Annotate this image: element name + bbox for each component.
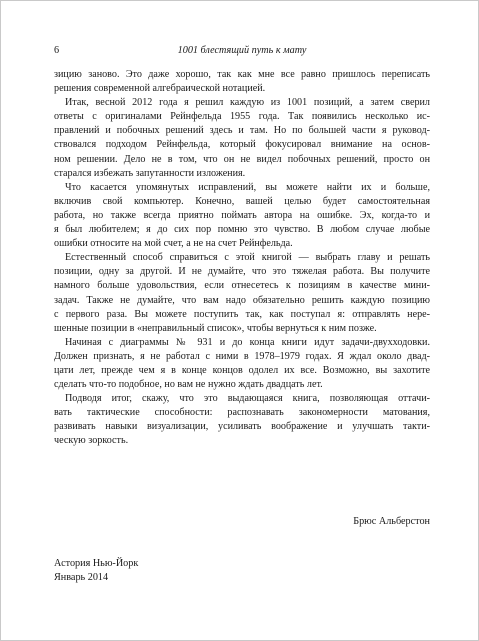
closing-date: Январь 2014 <box>54 572 109 583</box>
text-line: развивать навыки визуализации, усиливать воображение и улучшать такти- <box>54 421 430 433</box>
page-header <box>54 44 430 58</box>
text-line: цати лет, прежде чем я в конце концов одолел их все. Возможно, вы захотите <box>54 364 430 376</box>
text-line: я был любителем; я до сих пор помню это чувство. В любом случае любые <box>54 224 430 236</box>
text-line: Начиная с диаграммы № 931 и до конца книги идут задачи-двухходовки. <box>65 336 430 348</box>
text-line: шенные позиции в «неправильный список», чтобы вернуться к ним позже. <box>54 322 377 334</box>
author-signature: Брюс Альберстон <box>353 516 430 527</box>
text-line: сделать что-то подобное, но вам не нужно ждать двадцать лет. <box>54 379 323 391</box>
text-line: задач. Также не думайте, что вам надо обязательно решить каждую позицию <box>54 294 430 306</box>
text-line: Подводя итог, скажу, что это выдающаяся книга, позволяющая оттачи- <box>65 393 430 405</box>
running-title: 1001 блестящий путь к мату <box>177 45 307 56</box>
text-line: ческую зоркость. <box>54 435 129 447</box>
text-line: ответы с оригиналами Рейнфельда 1955 года. Так появились несколько ис- <box>54 111 430 123</box>
text-line: решения современной алгебраической нотацией. <box>54 83 266 95</box>
text-line: ном решении. Дело не в том, что он не видел побочных решений, просто он <box>54 153 430 165</box>
text-line: Что касается упомянутых исправлений, вы можете найти их и больше, <box>65 181 430 193</box>
paragraph <box>54 181 430 251</box>
paragraph <box>54 392 430 448</box>
page-body <box>54 68 430 449</box>
text-line: Естественный способ справиться с этой книгой — выбрать главу и решать <box>65 252 430 264</box>
text-line: правлений и побочных решений здесь и там. Но по большей части я руковод- <box>54 125 430 137</box>
text-line: позиции, одну за другой. И не думайте, что это тяжелая работа. Вы получите <box>54 266 430 278</box>
closing-place: Астория Нью-Йорк <box>54 558 139 569</box>
text-line: работа, но также всегда приятно поймать автора на ошибке. Эх, когда-то и <box>54 209 430 221</box>
paragraph <box>54 251 430 336</box>
text-line: ошибки относите на мой счет, а не на счет Рейнфельда. <box>54 238 293 250</box>
page-number: 6 <box>54 45 60 56</box>
text-line: с первого раза. Вы можете поступить так, как поступал я: отправлять нере- <box>54 308 430 320</box>
closing-block <box>54 557 138 585</box>
text-line: намного больше удовольствия, если отнесетесь к позициям в качестве мини- <box>54 280 430 292</box>
text-line: Итак, весной 2012 года я решил каждую из 1001 позиций, а затем сверил <box>65 97 430 109</box>
text-line: зицию заново. Это даже хорошо, так как мне все равно пришлось переписать <box>54 69 430 80</box>
paragraph <box>54 336 430 392</box>
paragraph <box>54 68 430 96</box>
text-line: включив свой компьютер. Конечно, вашей целью будет самостоятельная <box>54 195 430 207</box>
text-line: ствовался подходом Рейнфельда, который фокусировал внимание на основ- <box>54 139 430 151</box>
text-line: Должен признать, я не работал с ними в 1978–1979 годах. Я ждал около двад- <box>54 350 430 362</box>
text-line: старался избежать запутанности изложения. <box>54 167 246 179</box>
text-line: вать тактические способности: распознавать закономерности матования, <box>54 407 430 419</box>
paragraph <box>54 96 430 181</box>
